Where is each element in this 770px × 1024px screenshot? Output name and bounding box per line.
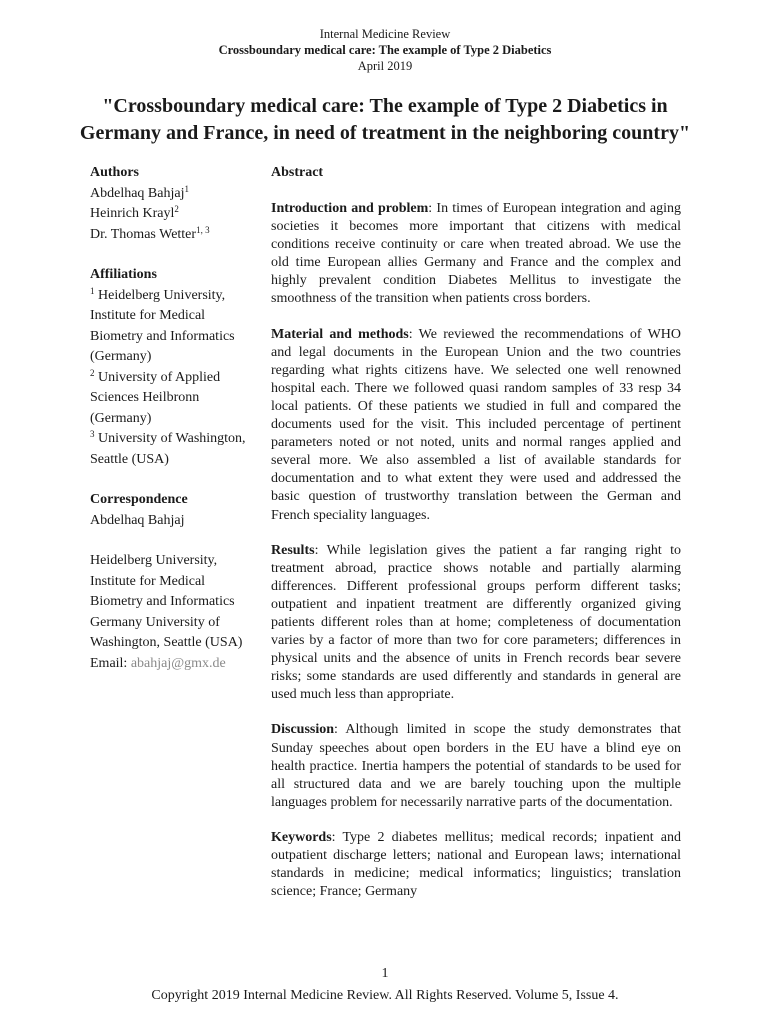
journal-name: Internal Medicine Review bbox=[319, 27, 451, 41]
section-text: : In times of European integration and aging societies it becomes more important that citizens with medical conditions receive continuity or care when treated abroad. We use the old time European allies Germany and France and the complex and highly prevalent condition Diabetes Mellitus to investigate the smoothness of the transition when patients cross borders. bbox=[271, 201, 681, 307]
affiliation-marker: 1 bbox=[90, 285, 95, 296]
author-name: Heinrich Krayl bbox=[90, 206, 175, 221]
section-label: Introduction and problem bbox=[271, 201, 429, 216]
author-entry bbox=[90, 204, 250, 225]
affiliation-entry bbox=[90, 368, 250, 430]
abstract-introduction bbox=[271, 200, 681, 309]
author-entry bbox=[90, 225, 250, 246]
affiliation-marker: 3 bbox=[90, 429, 95, 439]
abstract-heading: Abstract bbox=[271, 165, 324, 180]
copyright-footer: Copyright 2019 Internal Medicine Review. All Rights Reserved. Volume 5, Issue 4. bbox=[151, 988, 619, 1003]
affiliation-entry bbox=[90, 286, 250, 368]
author-affiliation-marker: 2 bbox=[174, 204, 179, 214]
abstract-methods bbox=[271, 326, 681, 525]
affiliation-text: University of Washington, Seattle (USA) bbox=[90, 431, 246, 467]
abstract-results bbox=[271, 542, 681, 705]
authors-heading: Authors bbox=[90, 165, 140, 180]
affiliation-entry bbox=[90, 429, 250, 470]
correspondence-heading: Correspondence bbox=[90, 492, 188, 507]
section-label: Material and methods bbox=[271, 326, 409, 342]
running-header bbox=[0, 26, 770, 74]
section-text: : Type 2 diabetes mellitus; medical records; inpatient and outpatient discharge letters; national and European laws; international standards in medicine; medical informatics; linguistics; translation science; France; Germany bbox=[271, 829, 681, 900]
correspondence-address: Heidelberg University, Institute for Medical Biometry and Informatics Germany University of Washington, Seattle (USA) bbox=[90, 553, 243, 650]
author-sidebar bbox=[90, 163, 250, 674]
section-text: : We reviewed the recommendations of WHO and legal documents in the European Union and the two countries regarding what rights citizens have. We selected one well renowned hospital each. There we followed quasi random samples of 33 resp 34 local patients. Of these patients we studied in full and compared the documents used for the visit. This included percentage of pertinent parameters noted or not noted, units and normal ranges applied and several more. We also assembled a list of available standards for documentation and to what extent they were used and addressed the basic question of trustworthy translation between the German and French speciality languages. bbox=[271, 326, 681, 523]
affiliation-text: Heidelberg University, Institute for Medical Biometry and Informatics (Germany) bbox=[90, 287, 235, 364]
section-label: Results bbox=[271, 542, 315, 558]
author-name: Dr. Thomas Wetter bbox=[90, 226, 197, 242]
section-text: : Although limited in scope the study demonstrates that Sunday speeches about open borders in the EU have a blind eye on health practice. Inertia hampers the potential of standards to be used for all structured data and we are barely touching upon the multiple languages problem for necessarily narrative parts of the documentation. bbox=[271, 722, 681, 810]
issue-date: April 2019 bbox=[357, 59, 413, 73]
abstract-discussion bbox=[271, 721, 681, 811]
affiliation-marker: 2 bbox=[90, 367, 95, 378]
author-name: Abdelhaq Bahjaj bbox=[90, 185, 185, 201]
author-affiliation-marker: 1 bbox=[184, 183, 189, 194]
author-entry bbox=[90, 184, 250, 205]
email-line bbox=[90, 654, 250, 675]
abstract-keywords bbox=[271, 829, 681, 901]
paper-title: "Crossboundary medical care: The example of Type 2 Diabetics in Germany and France, in need of treatment in the neighboring country" bbox=[79, 95, 691, 144]
section-label: Keywords bbox=[271, 829, 332, 845]
correspondence-name: Abdelhaq Bahjaj bbox=[90, 512, 185, 528]
affiliation-text: University of Applied Sciences Heilbronn (Germany) bbox=[90, 369, 221, 426]
author-affiliation-marker: 1, 3 bbox=[196, 224, 210, 235]
running-title: Crossboundary medical care: The example of Type 2 Diabetics bbox=[218, 43, 552, 57]
abstract-column bbox=[271, 163, 681, 918]
email-label: Email: bbox=[90, 655, 128, 671]
email-link[interactable]: abahjaj@gmx.de bbox=[130, 655, 226, 671]
section-text: : While legislation gives the patient a far ranging right to treatment abroad, practice shows notable and partially alarming differences. Different professional groups perform different tasks; outpatient and inpatient treatment are differently organized giving patients different roles than at home; completeness of documentation varies by a factor of more than two for core parameters; differences in physical units and the absence of units in French records bear severe risks; some standards are used differently and standards in general are used much less than appropriate. bbox=[271, 542, 681, 703]
page-number: 1 bbox=[381, 966, 389, 981]
affiliations-heading: Affiliations bbox=[90, 267, 157, 282]
section-label: Discussion bbox=[271, 722, 335, 738]
